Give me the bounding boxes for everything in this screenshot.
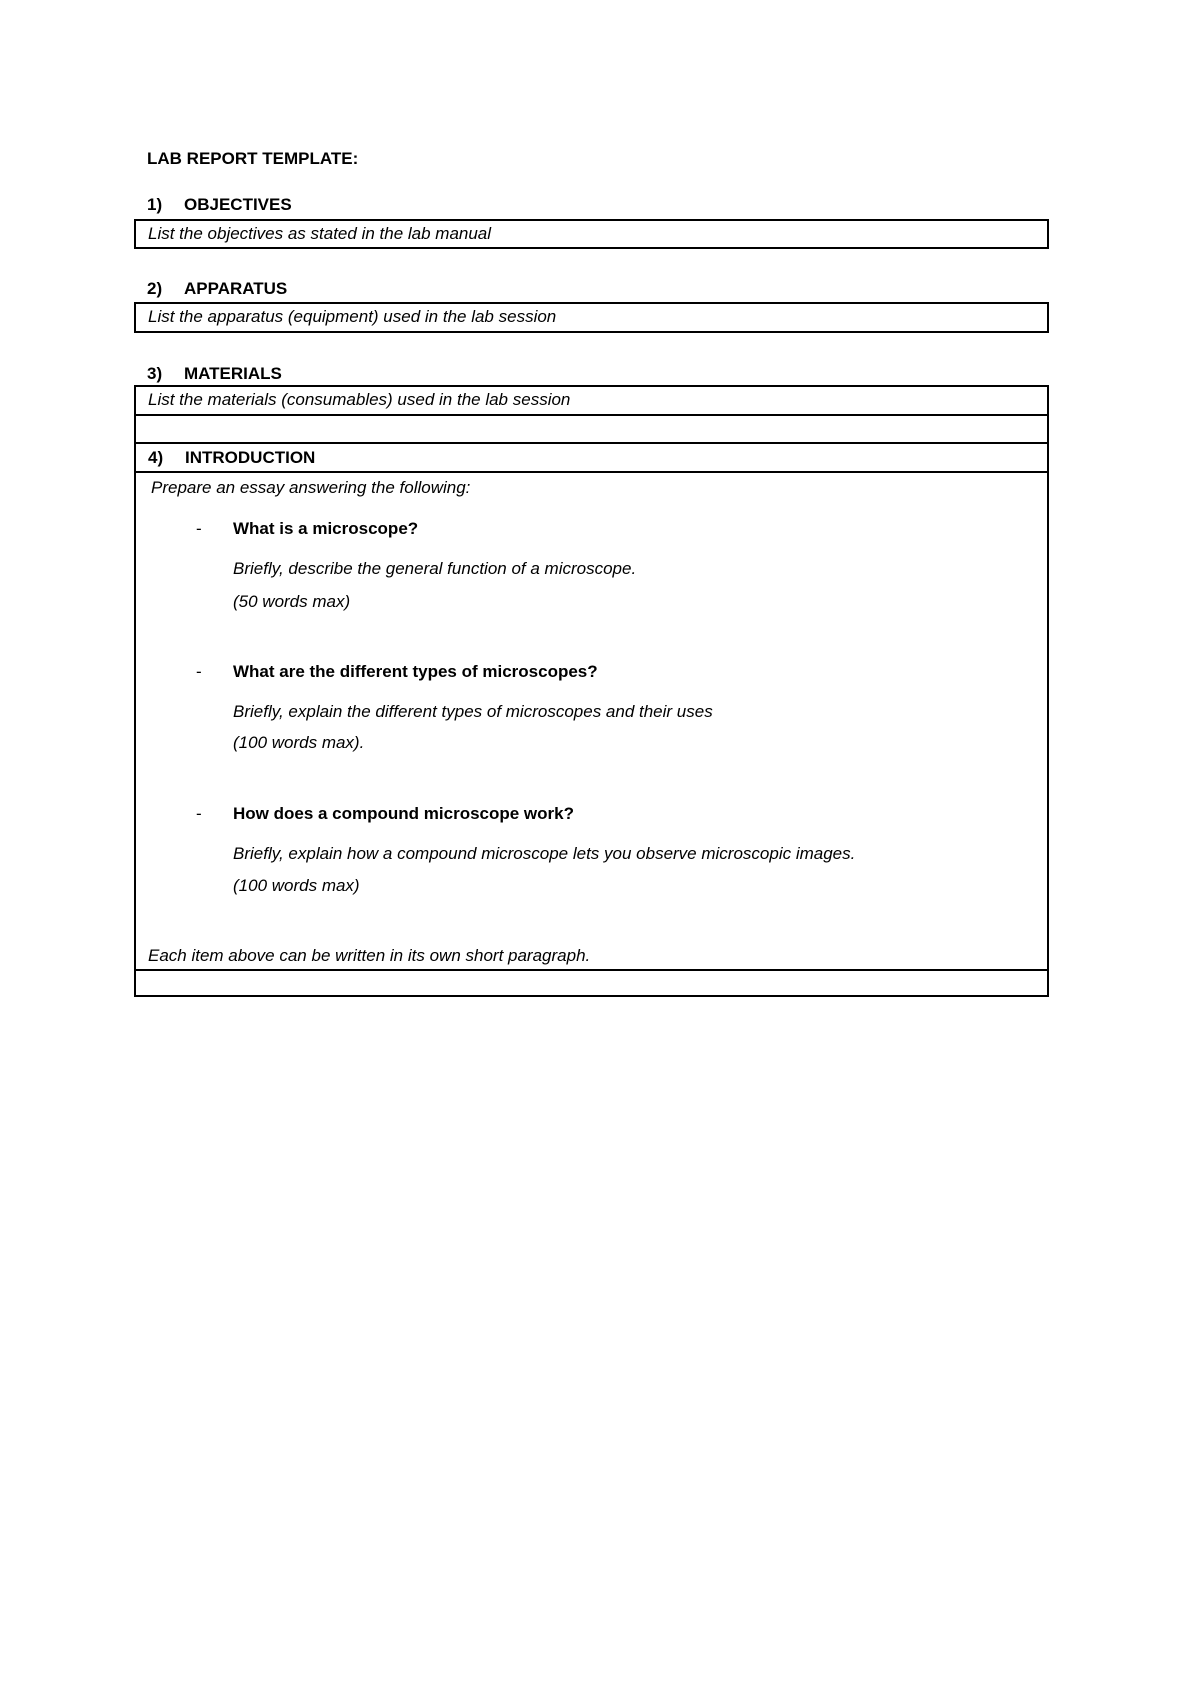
question-what-is-microscope: What is a microscope? bbox=[233, 519, 419, 538]
introduction-heading bbox=[148, 446, 315, 470]
objectives-box[interactable] bbox=[134, 219, 1049, 249]
table-divider bbox=[136, 442, 1047, 444]
materials-number: 3) bbox=[147, 364, 163, 383]
bullet-dash: - bbox=[196, 519, 202, 538]
question-3-word-limit: (100 words max) bbox=[233, 876, 360, 895]
objectives-heading bbox=[147, 193, 292, 217]
question-compound-microscope: How does a compound microscope work? bbox=[233, 804, 574, 823]
introduction-prompt: Prepare an essay answering the following: bbox=[151, 478, 471, 497]
apparatus-heading-label: APPARATUS bbox=[184, 279, 288, 298]
apparatus-number: 2) bbox=[147, 279, 163, 298]
objectives-number: 1) bbox=[147, 195, 163, 214]
question-1-guidance: Briefly, describe the general function of a microscope. bbox=[233, 559, 637, 578]
introduction-number: 4) bbox=[148, 448, 164, 467]
question-2-word-limit: (100 words max). bbox=[233, 733, 365, 752]
question-types-of-microscopes: What are the different types of microscopes? bbox=[233, 662, 598, 681]
introduction-heading-label: INTRODUCTION bbox=[185, 448, 316, 467]
question-2-guidance: Briefly, explain the different types of microscopes and their uses bbox=[233, 702, 713, 721]
materials-text: List the materials (consumables) used in the lab session bbox=[148, 390, 571, 409]
bullet-dash: - bbox=[196, 662, 202, 681]
page-title: LAB REPORT TEMPLATE: bbox=[147, 149, 359, 168]
materials-heading-label: MATERIALS bbox=[184, 364, 282, 383]
question-3-guidance: Briefly, explain how a compound microscope lets you observe microscopic images. bbox=[233, 844, 856, 863]
materials-introduction-table bbox=[134, 385, 1049, 997]
table-divider bbox=[136, 414, 1047, 416]
table-divider bbox=[136, 969, 1047, 971]
introduction-footer-note: Each item above can be written in its own short paragraph. bbox=[148, 946, 591, 965]
apparatus-text: List the apparatus (equipment) used in the lab session bbox=[148, 307, 557, 326]
materials-heading bbox=[147, 362, 282, 386]
objectives-text: List the objectives as stated in the lab manual bbox=[148, 224, 492, 243]
apparatus-heading bbox=[147, 277, 287, 301]
table-divider bbox=[136, 471, 1047, 473]
objectives-heading-label: OBJECTIVES bbox=[184, 195, 292, 214]
bullet-dash: - bbox=[196, 804, 202, 823]
apparatus-box[interactable] bbox=[134, 302, 1049, 333]
question-1-word-limit: (50 words max) bbox=[233, 592, 351, 611]
